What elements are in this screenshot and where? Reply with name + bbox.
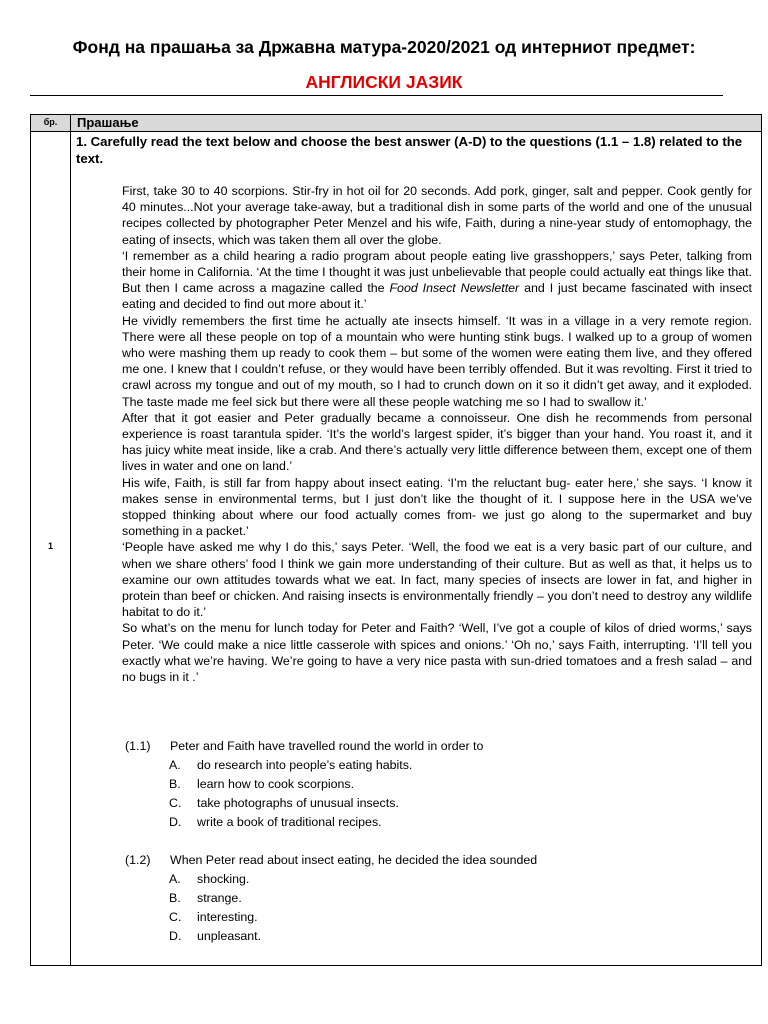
option-text: strange. — [197, 891, 242, 905]
option-text: interesting. — [197, 910, 258, 924]
option-letter: D. — [169, 815, 182, 829]
sub-question-number: (1.1) — [125, 739, 151, 753]
option-letter: D. — [169, 929, 182, 943]
passage-paragraph — [122, 248, 752, 313]
magazine-title: Food Insect Newsletter — [389, 281, 520, 296]
option-letter: C. — [169, 910, 182, 924]
subject-title: АНГЛИСКИ ЈАЗИК — [305, 72, 463, 92]
column-divider — [70, 115, 71, 965]
option-letter: B. — [169, 891, 181, 905]
option-letter: A. — [169, 758, 181, 772]
header-rule — [30, 95, 723, 96]
header-number-cell: бр. — [43, 117, 58, 127]
row-number: 1 — [47, 541, 53, 551]
passage-paragraph: After that it got easier and Peter gradually became a connoisseur. One dish he recommends from personal experience is roast tarantula spider. ‘It’s the world’s largest spider, it’s bigger than your hand. You roast it, and it has juicy white meat inside, like a crab. And there’s actually very little difference between them, except one of them lives in water and one on land.’ — [122, 410, 752, 474]
passage-paragraph: He vividly remembers the first time he actually ate insects himself. ‘It was in a village in a very remote region. There were all these people on top of a mountain who were hunting stink bugs. I walked up to a group of women who were mashing them up ready to cook them – but some of the women were eating them live, and they offered me one. I knew that I couldn’t refuse, or they would have been terribly offended. But it was revolting. First it tried to crawl across my tongue and out of my mouth, so I had to crunch down on it so it didn’t get away, and it exploded. The taste made me feel sick but there were all these people watching me so I had to swallow it.’ — [122, 313, 752, 409]
passage-text: and I just became fascinated with insect eating and decided to find out more about it.’ — [122, 281, 753, 312]
question-table — [30, 114, 762, 966]
option-text: write a book of traditional recipes. — [197, 815, 382, 829]
table-header-row — [31, 115, 761, 132]
sub-question-number: (1.2) — [125, 853, 151, 867]
header-question-cell: Прашање — [77, 115, 139, 130]
option-text: take photographs of unusual insects. — [197, 796, 399, 810]
option-text: unpleasant. — [197, 929, 262, 943]
document-title: Фонд на прашања за Државна матура-2020/2021 од интерниот предмет: — [72, 37, 696, 57]
question-title: 1. Carefully read the text below and choose the best answer (A-D) to the questions (1.1 – 1.8) related to the text. — [76, 134, 743, 166]
passage-paragraph: ‘People have asked me why I do this,’ says Peter. ‘Well, the food we eat is a very basic part of our culture, and when we share others’ food I think we gain more understanding of their culture. But as well as that, it helps us to examine our own attitudes towards what we eat. In fact, many species of insects are lower in fat, and higher in protein than beef or chicken. And raising insects is environmentally friendly – you don’t need to destroy any wildlife habitat to do it.’ — [122, 540, 752, 620]
option-text: learn how to cook scorpions. — [197, 777, 355, 791]
sub-question-stem: When Peter read about insect eating, he decided the idea sounded — [170, 853, 538, 867]
passage-paragraph: His wife, Faith, is still far from happy about insect eating. ‘I’m the reluctant bug- eater here,’ she says. ‘I know it makes sense in environmental terms, but I just don’t like the thought of it. I suppose here in the USA we’ve stopped thinking about where our food actually comes from- we just go along to the supermarket and buy something in a packet.’ — [122, 475, 752, 539]
option-letter: B. — [169, 777, 181, 791]
option-letter: C. — [169, 796, 182, 810]
option-text: do research into people’s eating habits. — [197, 758, 413, 772]
sub-question-stem: Peter and Faith have travelled round the world in order to — [170, 739, 484, 753]
reading-passage — [122, 183, 752, 685]
passage-text: ‘I remember as a child hearing a radio program about people eating live grasshoppers,’ says Peter, talking from their home in California. ‘At the time I thought it was just unbelievable that people could actually eat things like that. But then I came across a magazine called the — [122, 248, 752, 296]
passage-paragraph: So what’s on the menu for lunch today for Peter and Faith? ‘Well, I’ve got a couple of kilos of dried worms,’ says Peter. ‘We could make a nice little casserole with spices and onions.’ ‘Oh no,’ says Faith, interrupting. ‘I’ll tell you exactly what we’re having. We’re going to have a very nice pasta with sun-dried tomatoes and a fresh salad – and no bugs in it .’ — [122, 621, 752, 685]
option-text: shocking. — [197, 872, 250, 886]
passage-paragraph: First, take 30 to 40 scorpions. Stir-fry in hot oil for 20 seconds. Add pork, ginger, salt and pepper. Cook gently for 40 minutes...Not your average take-away, but a traditional dish in some parts of the world and one of the unusual recipes collected by photographer Peter Menzel and his wife, Faith, during a nine-year study of entomophagy, the eating of insects, which was taken them all over the globe. — [122, 184, 752, 247]
option-letter: A. — [169, 872, 181, 886]
